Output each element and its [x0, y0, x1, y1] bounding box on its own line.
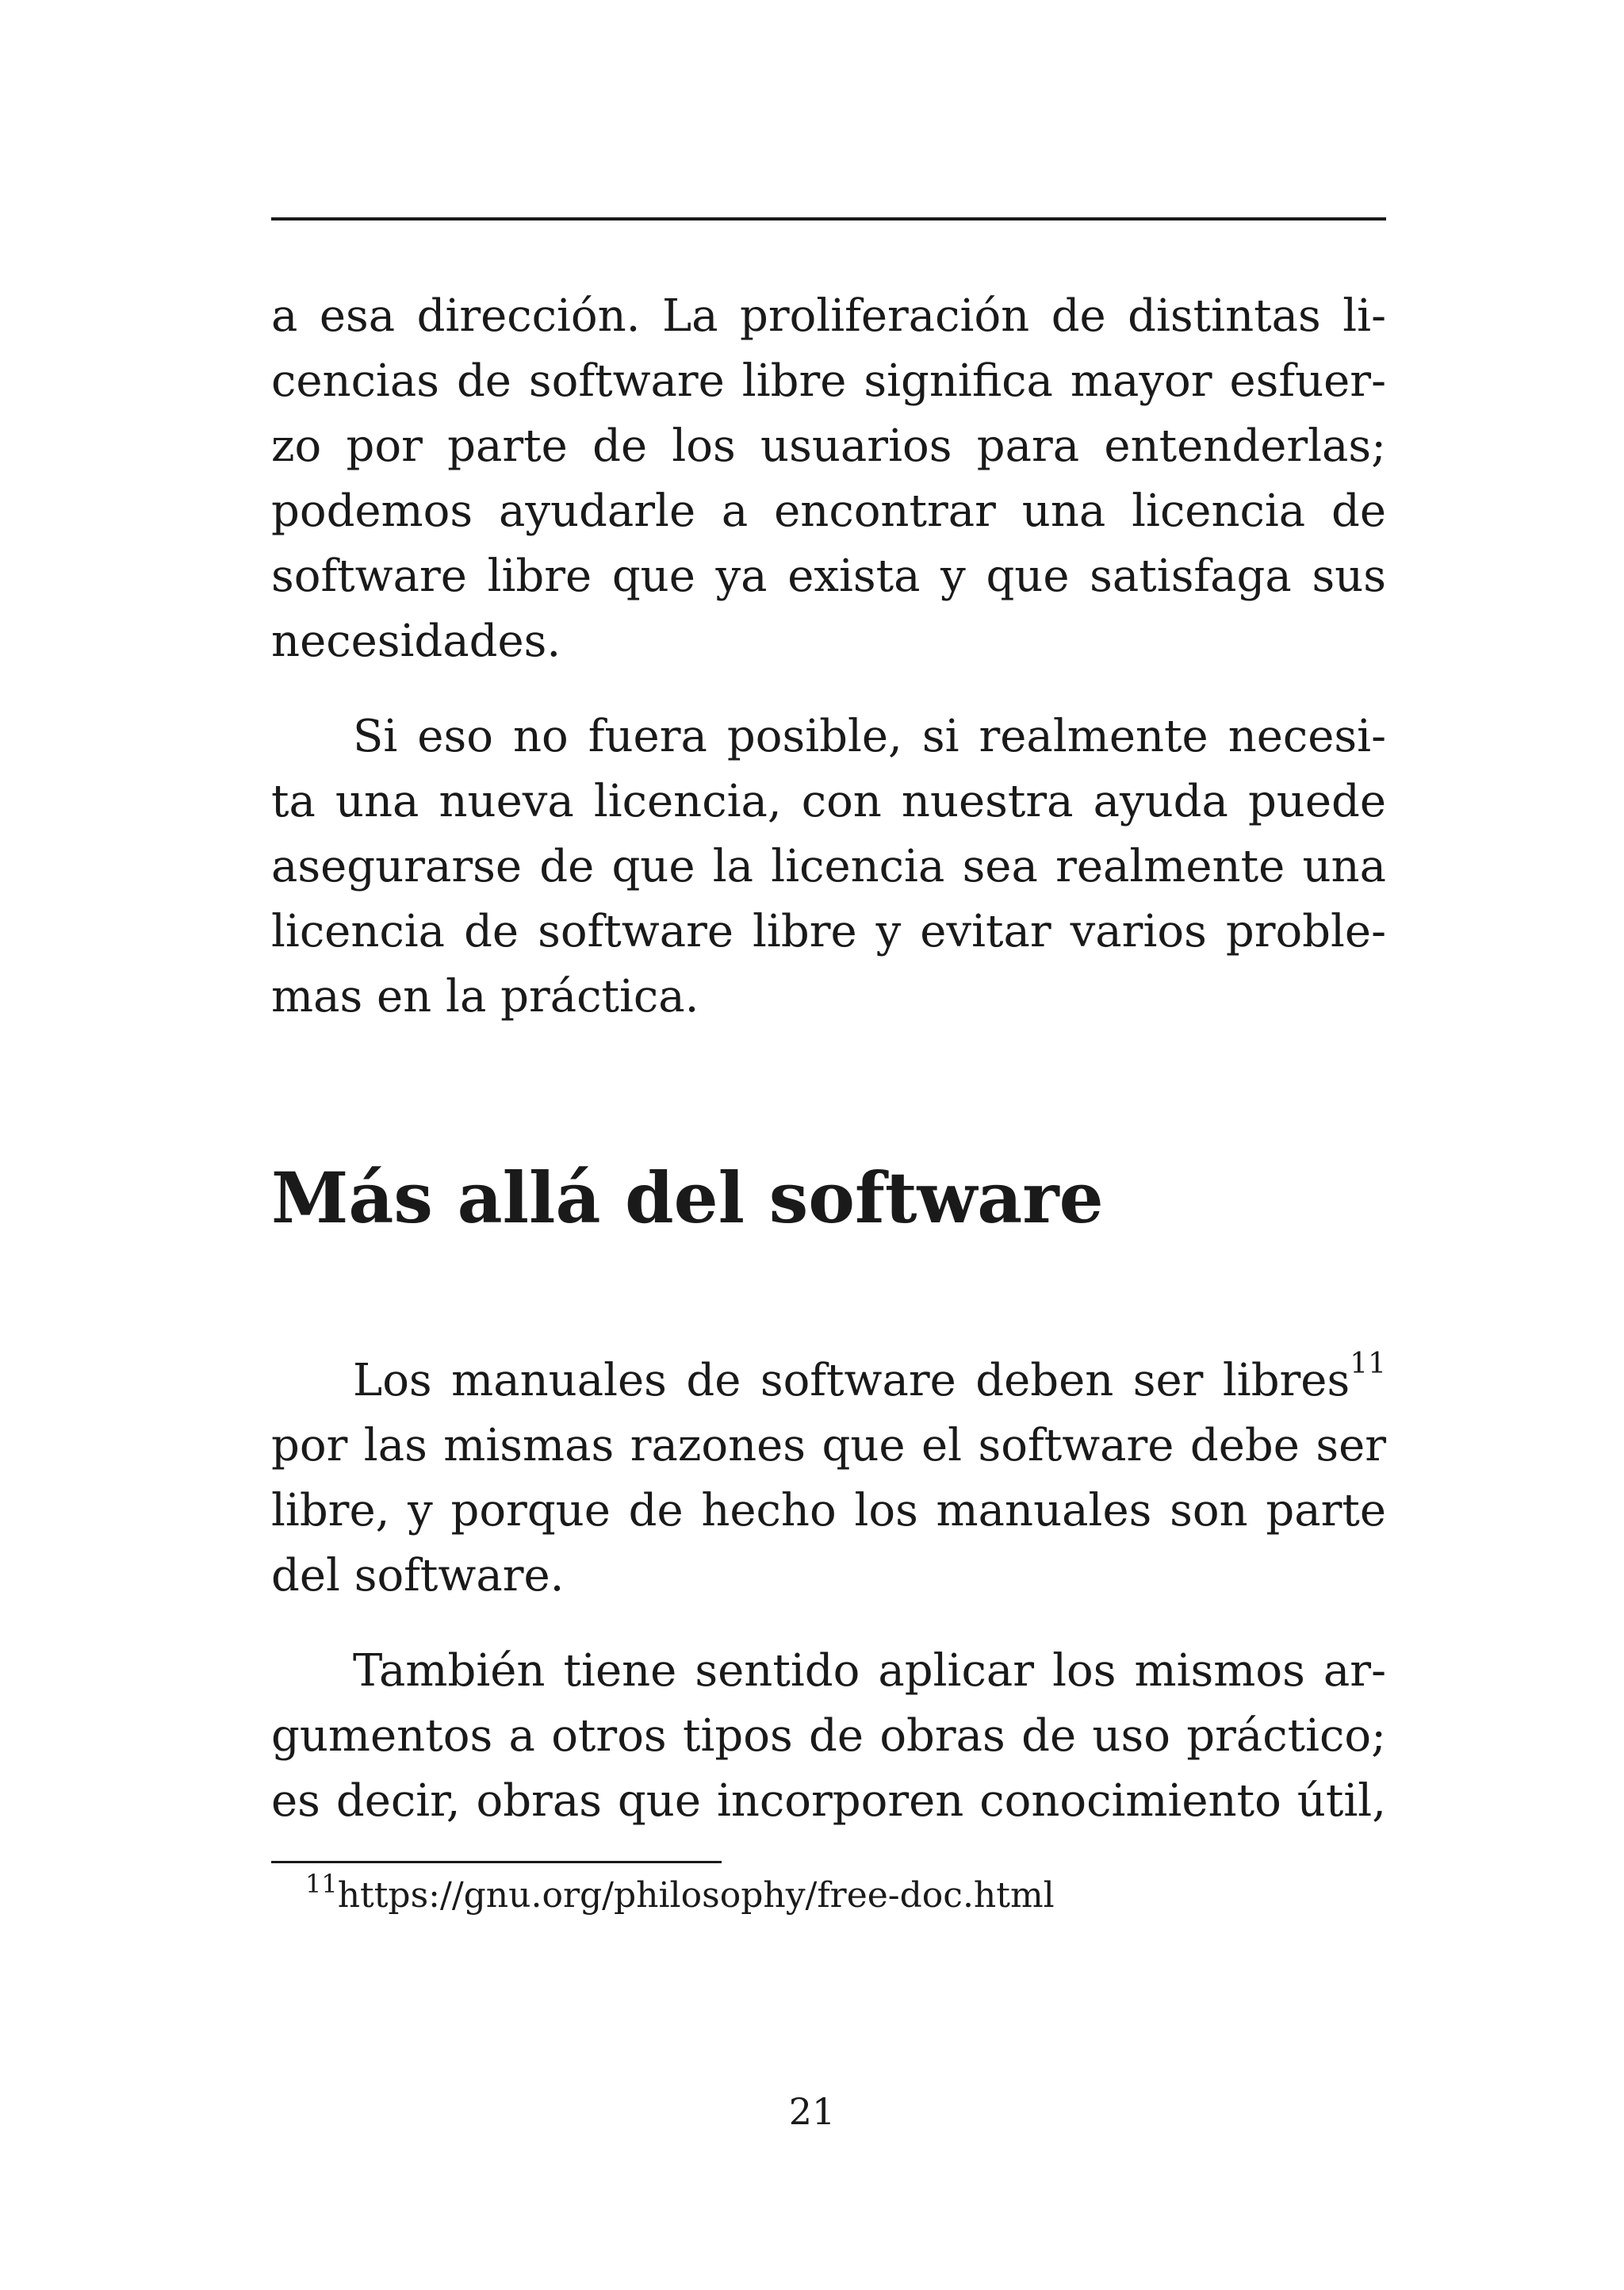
- paragraph-3-text: Los manuales de software deben ser libres: [353, 1355, 1350, 1406]
- paragraph-1-line: a esa dirección. La proliferación de distintas li-: [271, 290, 1386, 342]
- paragraph-1-line: podemos ayudarle a encontrar una licencia de: [271, 485, 1386, 537]
- paragraph-2-line: licencia de software libre y evitar varios proble-: [271, 906, 1386, 957]
- footnote-rule: [271, 1861, 722, 1863]
- paragraph-2-line: mas en la práctica.: [271, 971, 699, 1022]
- paragraph-2-line: Si eso no fuera posible, si realmente necesi-: [353, 711, 1386, 762]
- footnote: [305, 1869, 1055, 1920]
- footnote-number: 11: [305, 1869, 338, 1899]
- paragraph-1-line: zo por parte de los usuarios para entenderlas;: [271, 420, 1386, 472]
- footnote-link[interactable]: https://gnu.org/philosophy/free-doc.html: [337, 1875, 1055, 1916]
- paragraph-4-line: gumentos a otros tipos de obras de uso práctico;: [271, 1710, 1386, 1762]
- paragraph-1-line: necesidades.: [271, 616, 561, 667]
- paragraph-1-line: software libre que ya exista y que satisfaga sus: [271, 550, 1386, 602]
- paragraph-2-line: ta una nueva licencia, con nuestra ayuda puede: [271, 776, 1386, 827]
- paragraph-4-line: También tiene sentido aplicar los mismos ar-: [353, 1645, 1386, 1697]
- paragraph-3-line: libre, y porque de hecho los manuales son parte: [271, 1485, 1386, 1536]
- footnote-reference[interactable]: 11: [1350, 1348, 1386, 1380]
- page-number: 21: [788, 2090, 836, 2133]
- header-rule: [271, 217, 1386, 221]
- paragraph-4-line: es decir, obras que incorporen conocimiento útil,: [271, 1775, 1386, 1827]
- paragraph-2-line: asegurarse de que la licencia sea realmente una: [271, 841, 1386, 892]
- paragraph-3-line: del software.: [271, 1550, 565, 1601]
- section-heading: Más allá del software: [271, 1157, 1104, 1239]
- paragraph-3-line: por las mismas razones que el software debe ser: [271, 1420, 1386, 1471]
- paragraph-3-line: [353, 1348, 1386, 1414]
- paragraph-1-line: cencias de software libre significa mayor esfuer-: [271, 355, 1386, 407]
